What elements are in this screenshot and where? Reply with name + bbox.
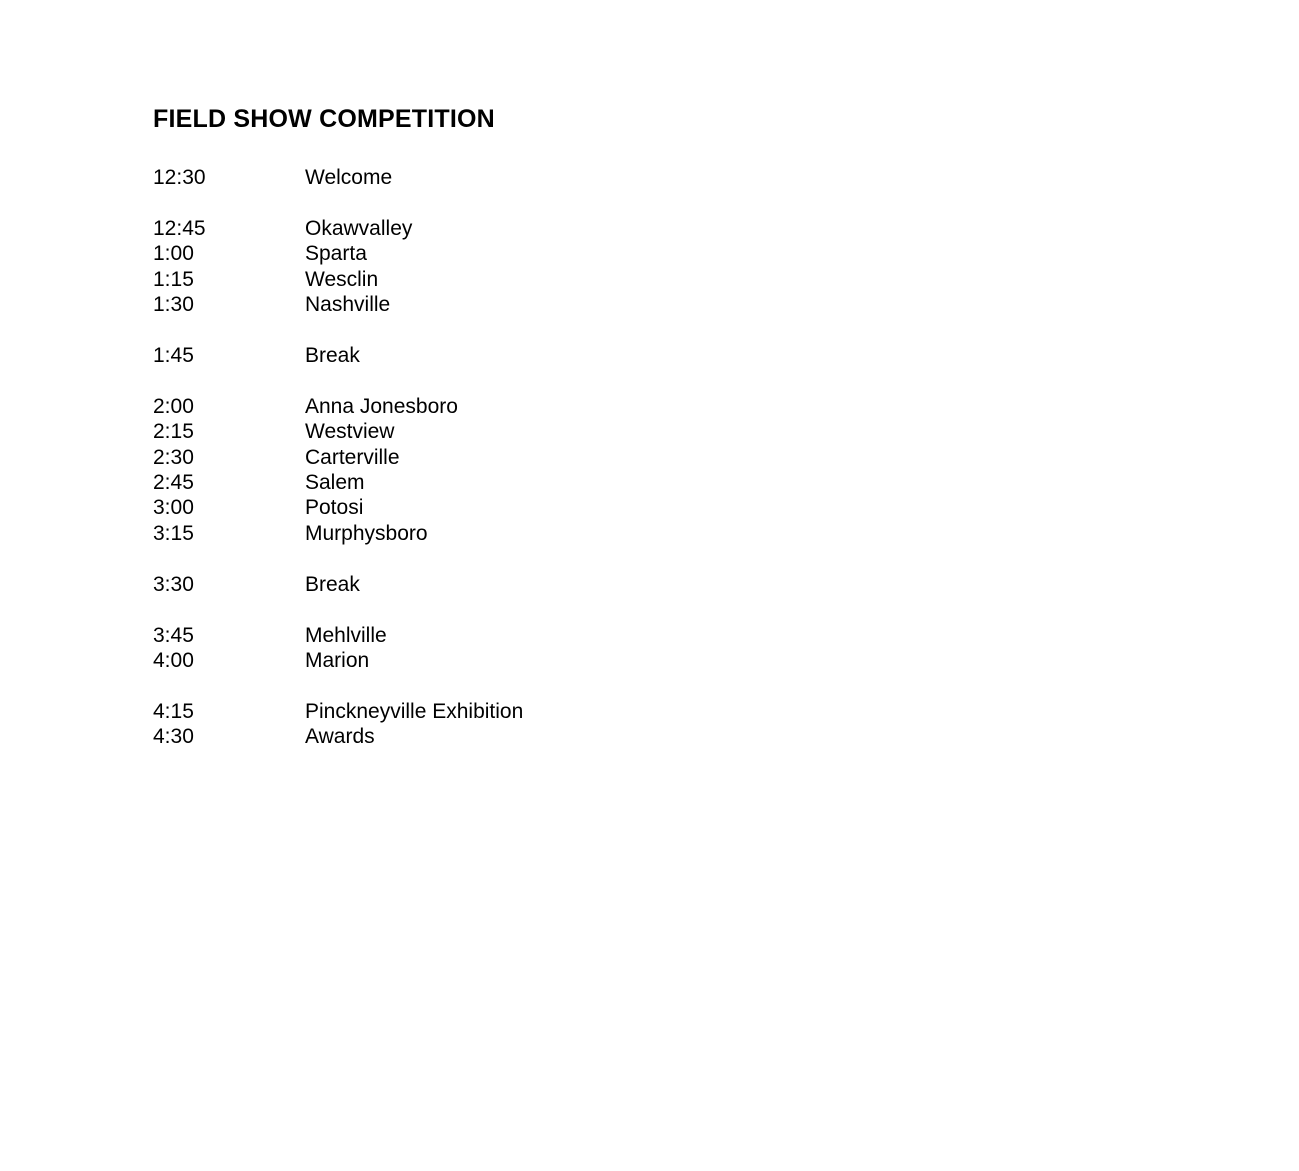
schedule-time: 12:45 [153,216,206,240]
schedule-time: 1:15 [153,267,194,291]
schedule-row [153,699,853,724]
schedule-row [153,724,853,749]
page-title: FIELD SHOW COMPETITION [153,105,495,133]
schedule-row [153,623,853,648]
schedule-group-closing [153,699,853,750]
schedule-time: 4:15 [153,699,194,723]
schedule-group-block-2 [153,394,853,546]
schedule-row [153,241,853,266]
schedule-row [153,495,853,520]
schedule-group-block-1 [153,216,853,318]
schedule-list [153,165,853,750]
schedule-time: 1:30 [153,293,194,317]
schedule-event: Sparta [305,242,367,266]
schedule-row [153,292,853,317]
document-page [153,104,853,775]
schedule-event: Pinckneyville Exhibition [305,699,524,723]
schedule-time: 3:00 [153,496,194,520]
schedule-time: 2:15 [153,420,194,444]
schedule-row [153,572,853,597]
schedule-event: Anna Jonesboro [305,394,458,418]
schedule-time: 3:30 [153,572,194,596]
schedule-event: Welcome [305,166,393,189]
schedule-row [153,445,853,470]
schedule-event: Salem [305,471,365,495]
schedule-time: 12:30 [153,166,206,189]
schedule-event: Mehlville [305,623,387,647]
schedule-event: Break [305,572,360,596]
schedule-event: Potosi [305,496,364,520]
schedule-row [153,216,853,241]
schedule-row [153,267,853,292]
schedule-time: 2:45 [153,471,194,495]
schedule-row [153,343,853,368]
schedule-group-block-3 [153,623,853,674]
schedule-event: Break [305,343,360,367]
schedule-event: Okawvalley [305,216,413,240]
schedule-time: 1:45 [153,343,194,367]
schedule-row [153,419,853,444]
schedule-time: 3:15 [153,521,194,545]
schedule-event: Murphysboro [305,521,428,545]
schedule-event: Carterville [305,445,400,469]
schedule-group-break-2 [153,572,853,597]
schedule-time: 3:45 [153,623,194,647]
schedule-row [153,521,853,546]
schedule-time: 4:00 [153,648,194,672]
schedule-event: Awards [305,725,375,749]
schedule-row [153,648,853,673]
schedule-row [153,470,853,495]
schedule-group-opening [153,165,853,190]
schedule-time: 1:00 [153,242,194,266]
schedule-time: 4:30 [153,725,194,749]
schedule-group-break-1 [153,343,853,368]
schedule-event: Wesclin [305,267,379,291]
schedule-event: Westview [305,420,395,444]
schedule-time: 2:30 [153,445,194,469]
schedule-row [153,165,853,190]
schedule-time: 2:00 [153,394,194,418]
schedule-event: Nashville [305,293,391,317]
schedule-row [153,394,853,419]
schedule-event: Marion [305,648,370,672]
